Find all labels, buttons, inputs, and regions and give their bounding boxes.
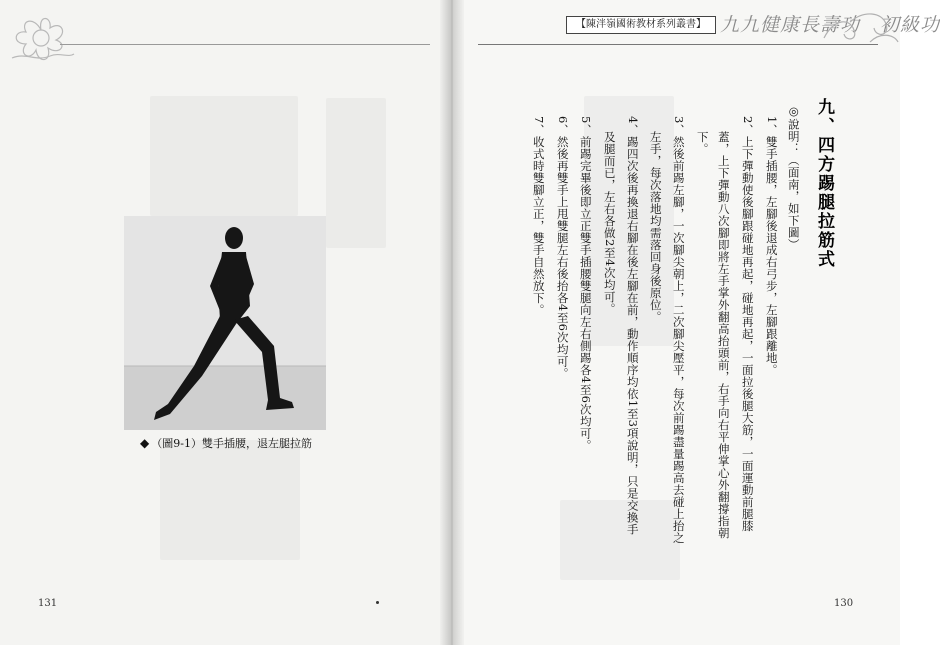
step-line: 蓋，上下彈動八次腳即將左手掌外翻高抬頭前，右手向右平伸掌心外翻撐指朝 xyxy=(716,131,731,539)
step-line: 7、收式時雙腳立正，雙手自然放下。 xyxy=(531,116,546,316)
step-line: 下。 xyxy=(695,131,710,155)
flower-ornament-icon xyxy=(6,8,76,70)
note-line: ◎說明：（面南，如下圖） xyxy=(786,104,801,251)
step-line: 4、踢四次後再換退右腳在後左腳在前，動作順序均依1至3項說明，只是交換手 xyxy=(625,116,640,536)
step-line: 左手，每次落地均需落回身後原位。 xyxy=(648,131,663,323)
step-line: 及腿而已，左右各做2至4次均可。 xyxy=(602,131,617,315)
step-line: 3、然後前踢左腳，一次腳尖朝上，二次腳尖壓平，每次前踢盡量踢高去碰上抬之 xyxy=(671,116,686,544)
step-line: 1、雙手插腰，左腳後退成右弓步，左腳跟離地。 xyxy=(764,116,779,376)
running-title: 九九健康長壽功 初級功 xyxy=(720,14,940,36)
header-rule-right xyxy=(478,44,878,45)
bleed-through-image xyxy=(160,440,300,560)
book-gutter xyxy=(440,0,464,645)
step-line: 2、上下彈動使後腳跟碰地再起，碰地再起，一面拉後腿大筋，一面運動前腿膝 xyxy=(740,116,755,532)
caption-marker-icon: ◆ xyxy=(140,436,150,450)
bleed-through-text xyxy=(326,98,386,248)
speck-mark xyxy=(376,601,379,604)
caption-text: （圖9-1）雙手插腰，退左腿拉筋 xyxy=(151,437,312,450)
page-number-left: 131 xyxy=(38,598,58,609)
bleed-through-image xyxy=(150,96,298,216)
header-rule-left xyxy=(60,44,430,45)
step-line: 6、然後再雙手上甩雙腿左右後抬各4至6次均可。 xyxy=(555,116,570,380)
photo-caption xyxy=(140,435,312,451)
series-label: 【陳泮嶺國術教材系列叢書】 xyxy=(566,16,716,34)
cloud-swirl-icon xyxy=(820,8,900,48)
bleed-through-image xyxy=(560,500,680,580)
step-line: 5、前踢完畢後即立正雙手插腰雙腿向左右側踢各4至6次均可。 xyxy=(578,116,593,452)
section-title: 九、四方踢腿拉筋式 xyxy=(814,98,834,269)
page-number-right: 130 xyxy=(834,598,854,609)
demonstration-photo xyxy=(124,216,326,430)
